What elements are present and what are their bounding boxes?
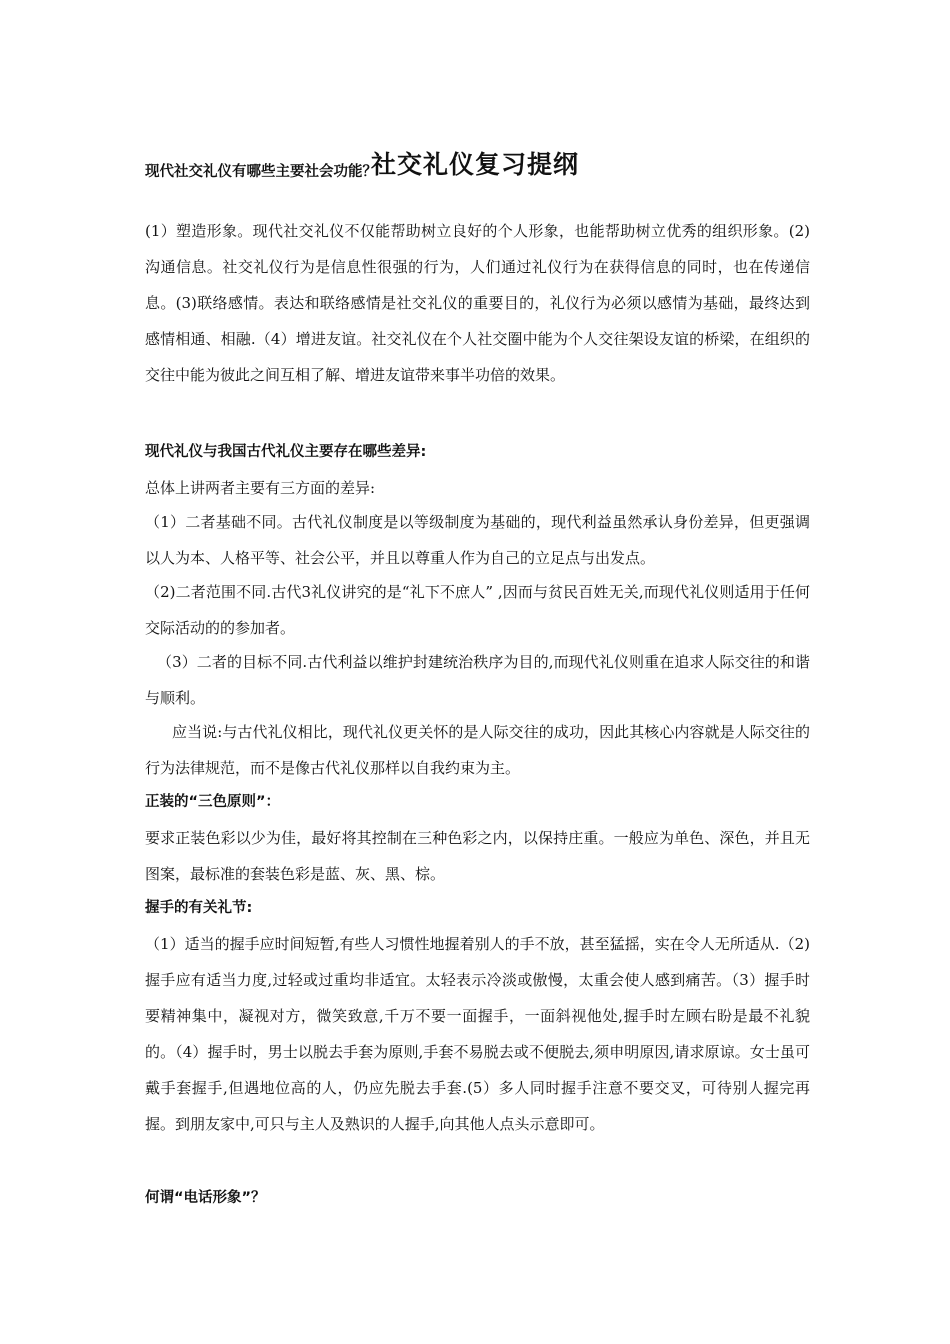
section-paragraph-difference-3: （3）二者的目标不同.古代利益以维护封建统治秩序为目的,而现代礼仪则重在追求人际交往的和谐与顺利。 [145,653,810,707]
section-paragraph-difference-2: （2)二者范围不同.古代3礼仪讲究的是“礼下不庶人” ,因而与贫民百姓无关,而现代礼仪则适用于任何交际活动的的参加者。 [145,583,810,637]
section-paragraph-difference-1: （1）二者基础不同。古代礼仪制度是以等级制度为基础的，现代利益虽然承认身份差异，但更强调以人为本、人格平等、社会公平，并且以尊重人作为自己的立足点与出发点。 [145,513,810,567]
section-heading-ancient-vs-modern: 现代礼仪与我国古代礼仪主要存在哪些差异: [145,444,427,460]
section-heading-phone-image: 何谓“电话形象”？ [145,1190,266,1206]
section-paragraph-handshake: （1）适当的握手应时间短暂,有些人习惯性地握着别人的手不放，甚至猛摇，实在令人无所适从.（2)握手应有适当力度,过轻或过重均非适宜。太轻表示冷淡或傲慢，太重会使人感到痛苦。（3）握手时要精神集中，凝视对方，微笑致意,千万不要一面握手，一面斜视他处,握手时左顾右盼是最不礼貌的。（4）握手时，男士以脱去手套为原则,手套不易脱去或不便脱去,须申明原因,请求原谅。女士虽可戴手套握手,但遇地位高的人，仍应先脱去手套.(5）多人同时握手注意不要交叉，可待别人握完再握。到朋友家中,可只与主人及熟识的人握手,向其他人点头示意即可。 [145,935,810,1133]
section-paragraph-conclusion: 应当说:与古代礼仪相比，现代礼仪更关怀的是人际交往的成功，因此其核心内容就是人际交往的行为法律规范，而不是像古代礼仪那样以自我约束为主。 [145,723,810,777]
section-heading-social-functions: 现代社交礼仪有哪些主要社会功能？ [145,164,377,180]
document-title: 社交礼仪复习提纲 [370,149,579,179]
section-heading-three-color-rule: 正装的“三色原则”： [145,794,281,810]
section-paragraph-overview: 总体上讲两者主要有三方面的差异: [145,479,376,497]
section-paragraph-social-functions: (1）塑造形象。现代社交礼仪不仅能帮助树立良好的个人形象，也能帮助树立优秀的组织形象。(2)沟通信息。社交礼仪行为是信息性很强的行为，人们通过礼仪行为在获得信息的同时，也在传递信息。(3)联络感情。表达和联络感情是社交礼仪的重要目的，礼仪行为必须以感情为基础，最终达到感情相通、相融.（4）增进友谊。社交礼仪在个人社交圈中能为个人交往架设友谊的桥梁，在组织的交往中能为彼此之间互相了解、增进友谊带来事半功倍的效果。 [145,222,810,384]
section-heading-handshake: 握手的有关礼节: [145,900,253,916]
section-paragraph-three-color-rule: 要求正装色彩以少为佳，最好将其控制在三种色彩之内，以保持庄重。一般应为单色、深色，并且无图案，最标准的套装色彩是蓝、灰、黑、棕。 [145,829,810,883]
